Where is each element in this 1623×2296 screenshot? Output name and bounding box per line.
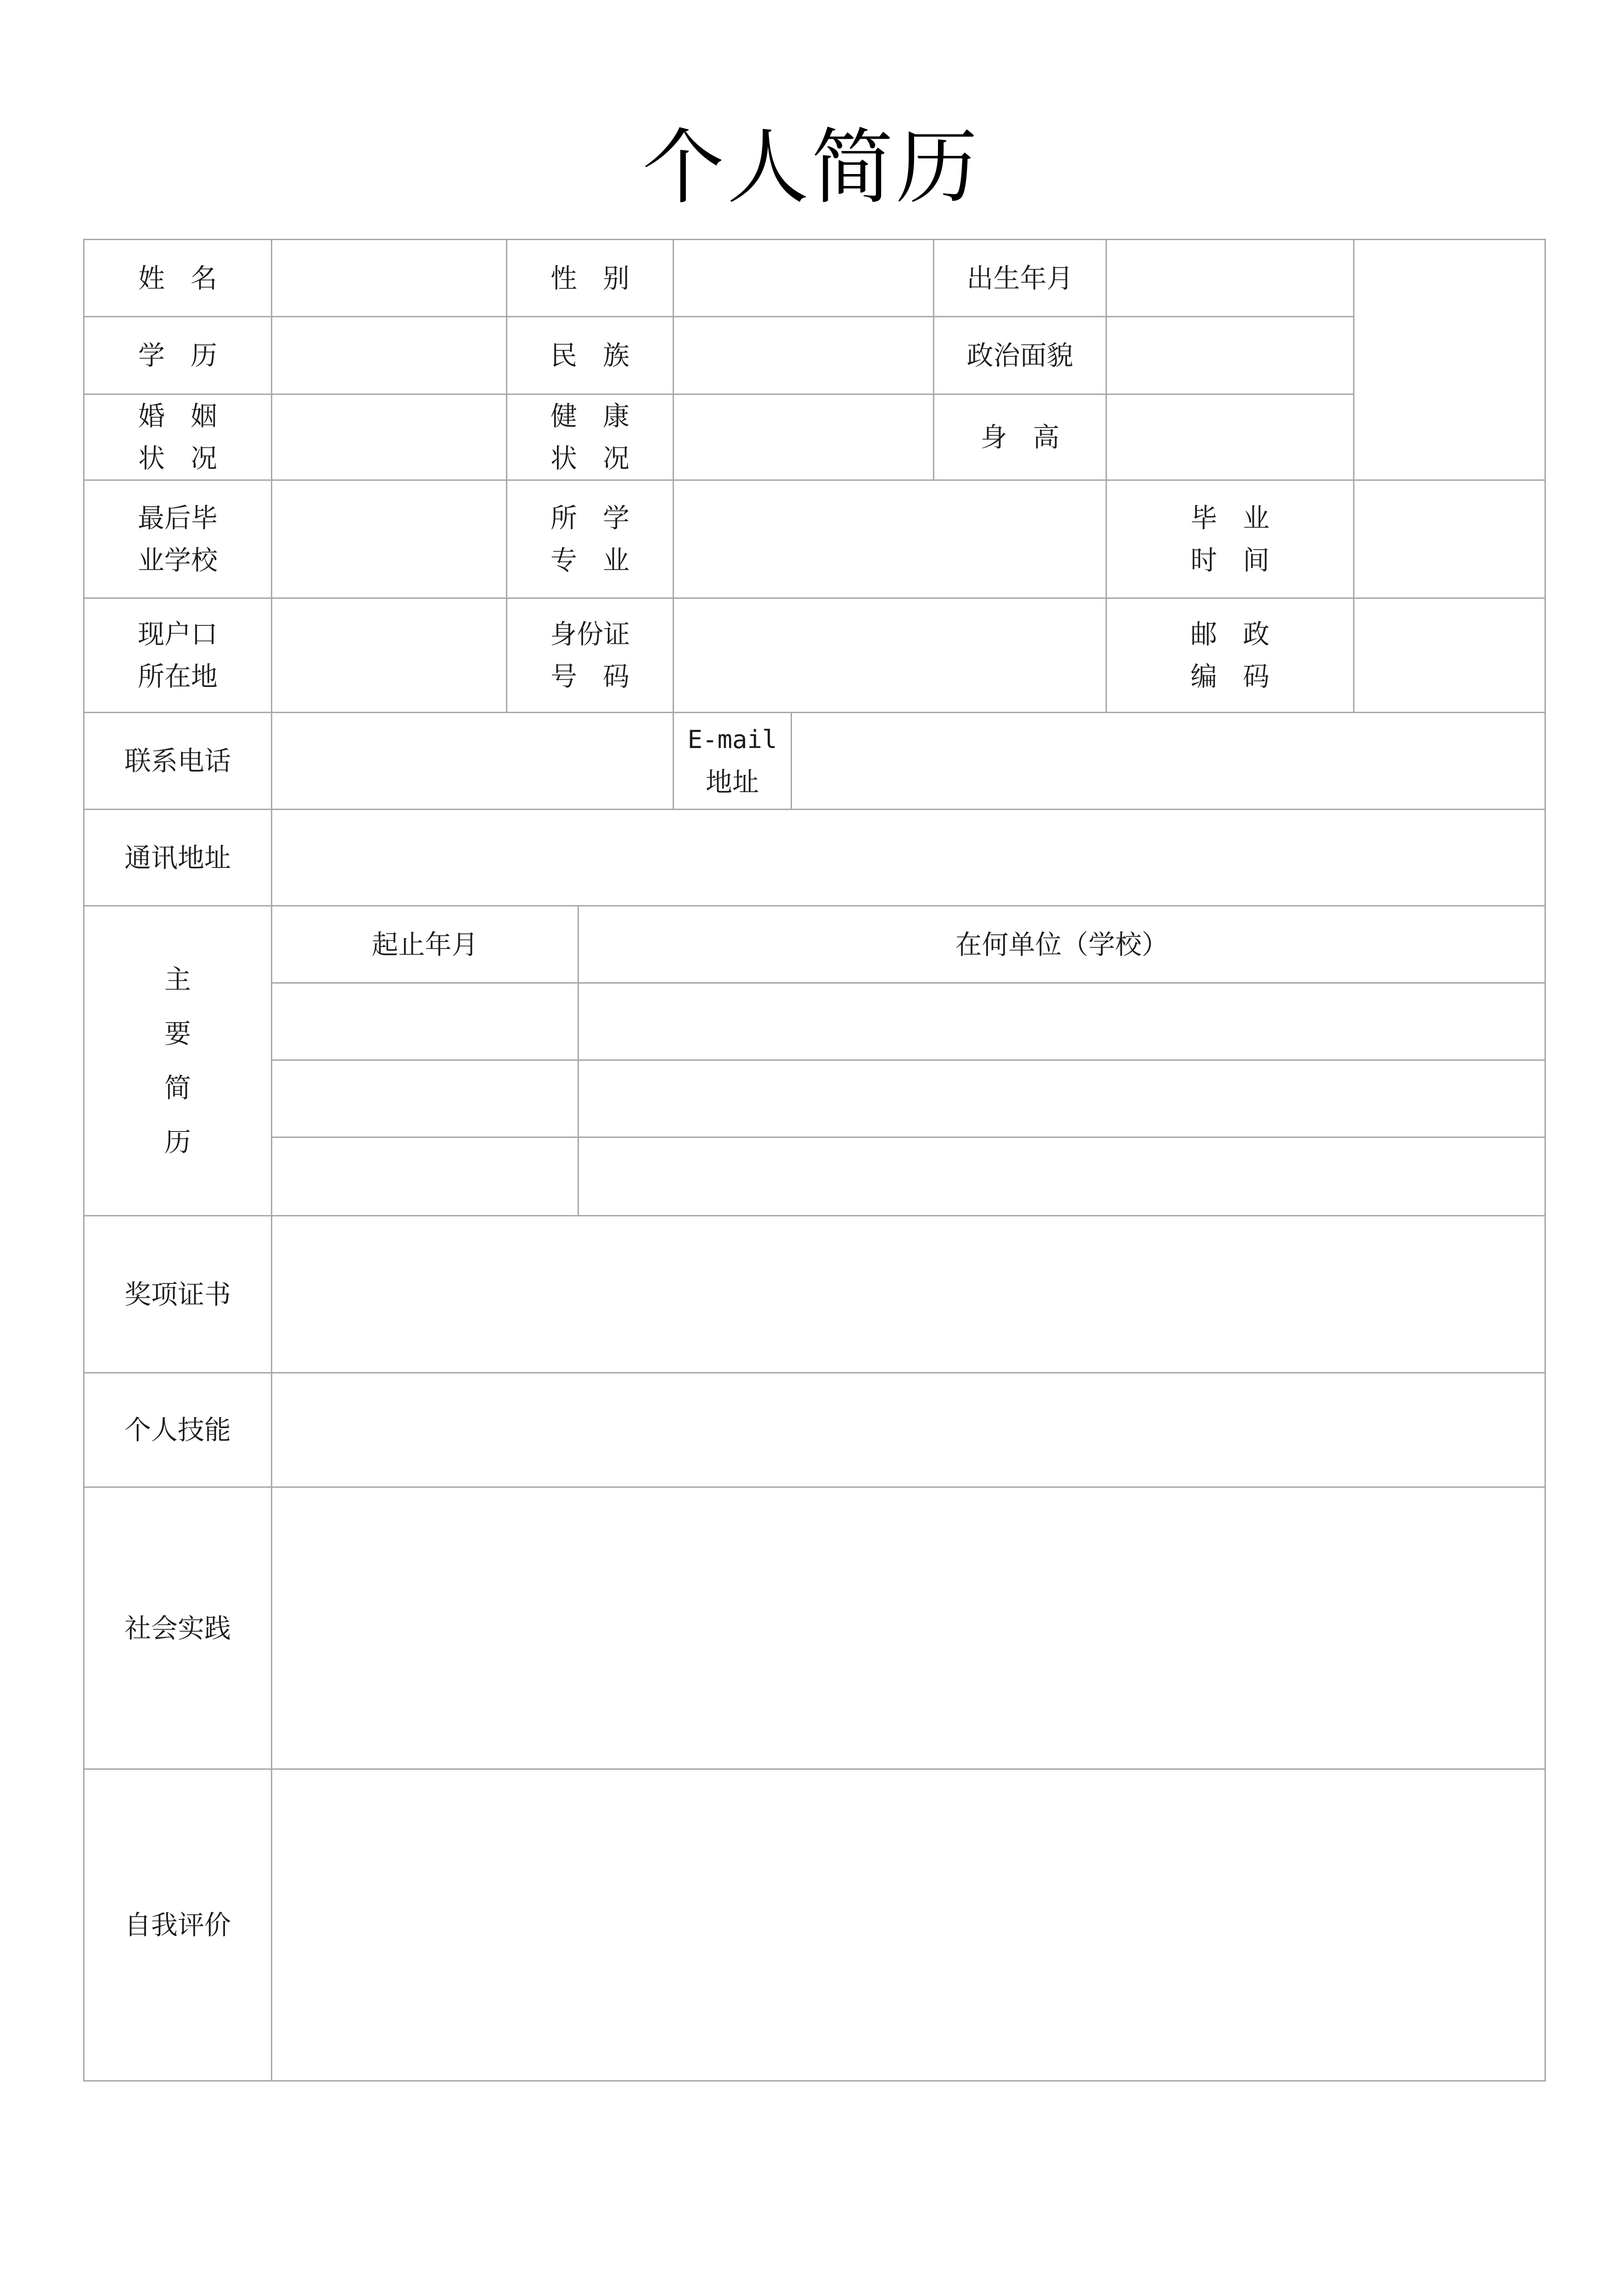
label-grad-time: [1106, 479, 1354, 599]
field-skills[interactable]: [271, 1372, 1546, 1488]
label-height: 身高: [933, 394, 1107, 481]
resume-header-unit: 在何单位（学校）: [578, 905, 1546, 984]
resume-period-cell[interactable]: [271, 1059, 579, 1138]
label-id-no-line2: 号码: [550, 661, 655, 692]
field-phone[interactable]: [271, 712, 674, 810]
label-marital: [83, 394, 272, 481]
resume-period-cell[interactable]: [271, 982, 579, 1061]
label-major: [506, 479, 674, 599]
resume-period-cell[interactable]: [271, 1137, 579, 1216]
label-school-line1: 最后毕: [137, 502, 218, 534]
label-education: 学历: [83, 316, 272, 395]
resume-unit-cell[interactable]: [578, 1137, 1546, 1216]
label-email: [673, 712, 792, 810]
label-email-line1: E-mail: [687, 725, 777, 754]
field-self-eval[interactable]: [271, 1768, 1546, 2082]
label-awards: 奖项证书: [83, 1215, 272, 1373]
label-major-line2: 专业: [550, 545, 655, 576]
resume-header-period: 起止年月: [271, 905, 579, 984]
field-name[interactable]: [271, 239, 507, 317]
field-health[interactable]: [673, 394, 934, 481]
label-health-line2: 状况: [550, 443, 655, 474]
photo-box[interactable]: [1353, 239, 1546, 481]
label-id-no-line1: 身份证: [550, 619, 630, 650]
label-birth: 出生年月: [933, 239, 1107, 317]
label-marital-line2: 状况: [138, 443, 243, 474]
label-major-line1: 所学: [550, 502, 655, 534]
label-email-line2: 地址: [705, 766, 759, 798]
label-postcode: [1106, 597, 1354, 713]
label-hukou-line2: 所在地: [137, 661, 218, 692]
label-school: [83, 479, 272, 599]
label-resume-char4: 历: [164, 1126, 191, 1158]
label-health-line1: 健康: [550, 400, 655, 432]
field-hukou[interactable]: [271, 597, 507, 713]
label-phone: 联系电话: [83, 712, 272, 810]
label-resume-char1: 主: [164, 964, 191, 995]
label-resume: [83, 905, 272, 1216]
label-hukou-line1: 现户口: [137, 619, 218, 650]
field-awards[interactable]: [271, 1215, 1546, 1373]
field-school[interactable]: [271, 479, 507, 599]
label-skills: 个人技能: [83, 1372, 272, 1488]
field-grad-time[interactable]: [1353, 479, 1546, 599]
label-school-line2: 业学校: [137, 545, 218, 576]
field-political[interactable]: [1106, 316, 1354, 395]
label-address: 通讯地址: [83, 809, 272, 906]
page-title: 个人简历: [642, 120, 981, 215]
field-birth[interactable]: [1106, 239, 1354, 317]
label-resume-char2: 要: [164, 1018, 191, 1049]
field-height[interactable]: [1106, 394, 1354, 481]
label-practice: 社会实践: [83, 1486, 272, 1770]
label-gender: 性别: [506, 239, 674, 317]
resume-unit-cell[interactable]: [578, 982, 1546, 1061]
label-postcode-line2: 编码: [1190, 661, 1295, 692]
field-practice[interactable]: [271, 1486, 1546, 1770]
field-major[interactable]: [673, 479, 1107, 599]
label-hukou: [83, 597, 272, 713]
label-resume-char3: 简: [164, 1072, 191, 1103]
label-grad-time-line2: 时间: [1190, 545, 1295, 576]
field-marital[interactable]: [271, 394, 507, 481]
label-id-no: [506, 597, 674, 713]
field-email[interactable]: [791, 712, 1546, 810]
field-postcode[interactable]: [1353, 597, 1546, 713]
label-political: 政治面貌: [933, 316, 1107, 395]
label-name: 姓名: [83, 239, 272, 317]
label-health: [506, 394, 674, 481]
field-ethnicity[interactable]: [673, 316, 934, 395]
resume-unit-cell[interactable]: [578, 1059, 1546, 1138]
field-gender[interactable]: [673, 239, 934, 317]
label-ethnicity: 民族: [506, 316, 674, 395]
label-marital-line1: 婚姻: [138, 400, 243, 432]
field-address[interactable]: [271, 809, 1546, 906]
label-grad-time-line1: 毕业: [1190, 502, 1295, 534]
field-id-no[interactable]: [673, 597, 1107, 713]
field-education[interactable]: [271, 316, 507, 395]
label-postcode-line1: 邮政: [1190, 619, 1295, 650]
label-self-eval: 自我评价: [83, 1768, 272, 2082]
